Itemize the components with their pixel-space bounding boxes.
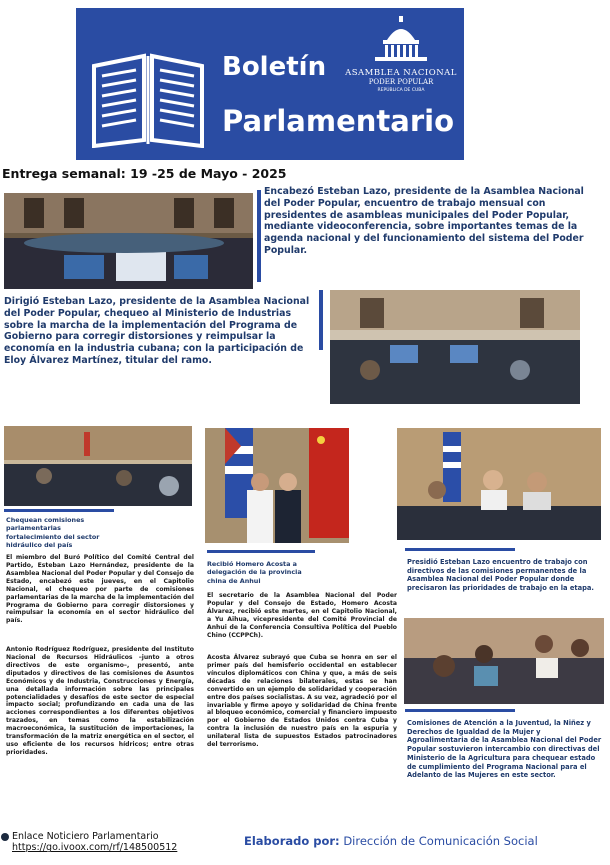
credit-value: Dirección de Comunicación Social [339, 834, 538, 848]
podcast-link-label: Enlace Noticiero Parlamentario [12, 831, 159, 842]
divider-bar [319, 290, 323, 350]
water-sector-paragraph-1: El miembro del Buró Político del Comité Central del Partido, Esteban Lazo Hernández, presidente de la Asamblea Nacional del Poder Popular y del Consejo de Estado, encabezó este jueves, en el Capitolio Nacional, el chequeo por parte de comisiones parlamentarias de la marcha de la implementación del Programa de Gobierno para corregir distorsiones y reimpulsar la economía en el sector hidráulico del país. [6, 554, 194, 625]
bullet-icon [1, 833, 9, 841]
china-delegation-paragraph-2: Acosta Álvarez subrayó que Cuba se honra en ser el primer país del hemisferio occidental en establecer vínculos diplomáticos con China y que, a más de seis décadas de relaciones bilaterales, estas se han convertido en un ejemplo de solidaridad y cooperación entre dos países socialistas. A su vez, agradeció por el invariable y firme apoyo y solidaridad de China frente al bloqueo económico, comercial y financiero impuesto por el Gobierno de Estados Unidos contra Cuba y contra la inclusión de nuestro país en la espuria y unilateral lista de supuestos Estados patrocinadores del terrorismo. [207, 654, 397, 749]
assembly-country: REPÚBLICA DE CUBA [377, 88, 425, 93]
commissions-photo [397, 428, 601, 540]
credit-line [244, 834, 538, 848]
china-delegation-caption: Recibió Homero Acosta a delegación de la provincia china de Anhui [207, 560, 302, 585]
agriculture-text: Comisiones de Atención a la Juventud, la Niñez y Derechos de Igualdad de la Mujer y Agroalimentaria de la Asamblea Nacional del Poder Popular sostuvieron intercambio con directivas del Ministerio de la Agricultura para chequear estado de cumplimiento del Programa Nacional para el Adelanto de las Mujeres en este sector. [407, 719, 602, 780]
china-delegation-photo [205, 428, 349, 543]
industry-meeting-photo [330, 290, 580, 404]
water-sector-photo [4, 426, 192, 506]
assembly-logo [341, 16, 461, 93]
water-sector-caption: Chequean comisiones parlamentarias fortalecimiento del sector hidráulico del país [6, 516, 100, 549]
book-icon [88, 48, 208, 148]
bulletin-title-line1: Boletín [222, 52, 327, 82]
agriculture-meeting-photo [404, 618, 604, 704]
industry-text: Dirigió Esteban Lazo, presidente de la Asamblea Nacional del Poder Popular, chequeo al Ministerio de Industrias sobre la marcha de la implementación del Programa de Gobierno para corregir distorsiones y reimpulsar la economía en la industria cubana; con la participación de Eloy Álvarez Martínez, titular del ramo. [4, 296, 310, 366]
videoconference-text: Encabezó Esteban Lazo, presidente de la Asamblea Nacional del Poder Popular, encuentro de trabajo mensual con presidentes de asambleas municipales del Poder Popular, mediante videoconferencia, sobre importantes temas de la agenda nacional y del funcionamiento del sistema del Poder Popular. [264, 186, 584, 256]
assembly-subtitle: PODER POPULAR [368, 78, 434, 86]
header-banner [76, 8, 464, 160]
credit-label: Elaborado por: [244, 834, 340, 848]
podcast-link-block [12, 831, 177, 854]
divider-bar [257, 190, 261, 282]
caption-underline [207, 550, 315, 553]
podcast-link[interactable]: https://go.ivoox.com/rf/148500512 [12, 842, 178, 854]
caption-underline [4, 509, 114, 512]
caption-underline [405, 709, 515, 712]
bulletin-title-line2: Parlamentario [222, 104, 454, 138]
capitol-dome-icon [371, 16, 431, 62]
water-sector-paragraph-2: Antonio Rodríguez Rodríguez, presidente del Instituto Nacional de Recursos Hidráulicos –junto a otros directivos de este organismo–, presentó, ante diputados y directivos de las comisiones de Asuntos Económicos y de Industria, Construcciones y Energía, una detallada información sobre las principales potencialidades y desafíos de este sector de especial impacto social; profundizando en cada una de las acciones correspondientes a los diferentes objetivos trazados, en temas como la estabilización macroeconómica, la sustitución de importaciones, la transformación de la matriz energética en el sector, el uso eficiente de los recursos hídricos; entre otras prioridades. [6, 646, 194, 756]
assembly-name: ASAMBLEA NACIONAL [345, 68, 457, 78]
china-delegation-paragraph-1: El secretario de la Asamblea Nacional del Poder Popular y del Consejo de Estado, Homero Acosta Álvarez, recibió este martes, en el Capitolio Nacional, a Yu Aihua, vicepresidente del Comité Provincial de Anhui de la Conferencia Consultiva Política del Pueblo Chino (CCPPCh). [207, 592, 397, 639]
commissions-text: Presidió Esteban Lazo encuentro de trabajo con directivos de las comisiones permanentes de la Asamblea Nacional del Poder Popular donde precisaron las prioridades de trabajo en la etapa. [407, 558, 594, 593]
caption-underline [405, 548, 515, 551]
videoconference-photo [4, 193, 253, 289]
issue-date: Entrega semanal: 19 -25 de Mayo - 2025 [2, 166, 287, 181]
